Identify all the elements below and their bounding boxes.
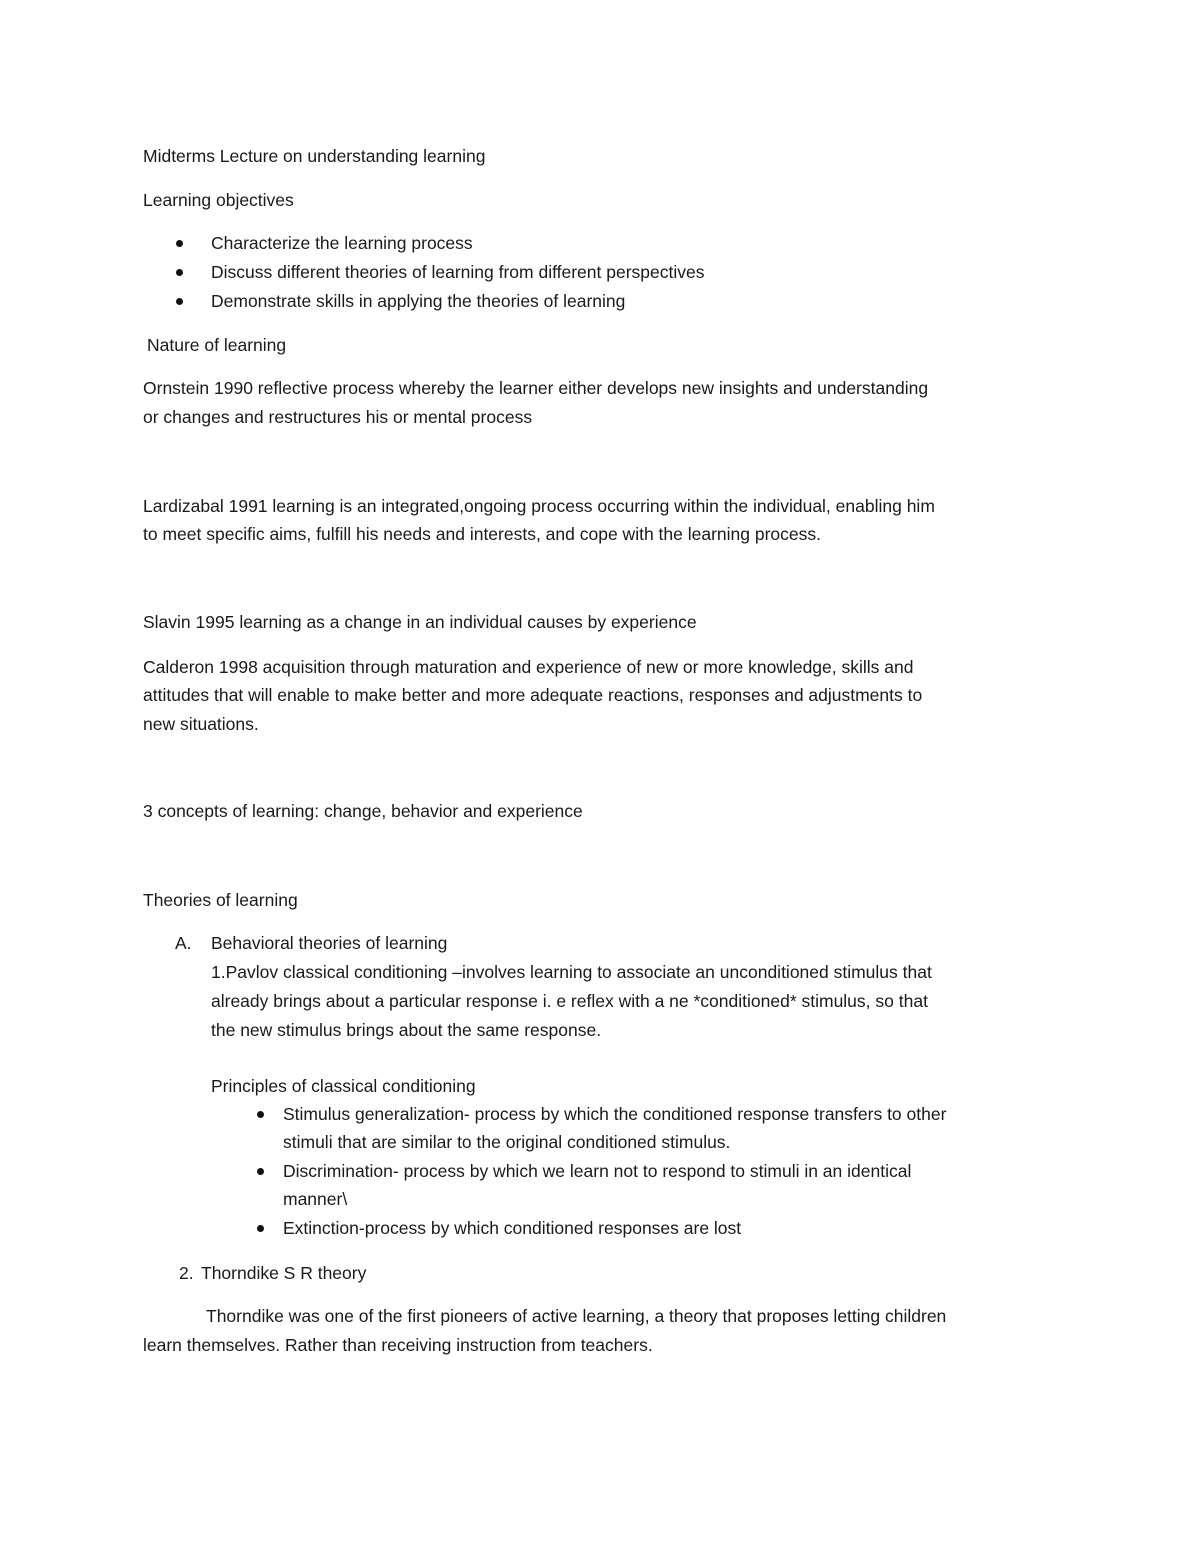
principle-line: manner\ <box>283 1189 348 1209</box>
paragraph-line: already brings about a particular response i. e reflex with a ne *conditioned* stimulus, so that <box>211 991 928 1011</box>
list-marker: 2. <box>179 1263 194 1283</box>
principles-heading: Principles of classical conditioning <box>211 1076 476 1096</box>
bullet-icon <box>257 1111 264 1118</box>
principle-line: stimuli that are similar to the original conditioned stimulus. <box>283 1132 731 1152</box>
paragraph-line: to meet specific aims, fulfill his needs and interests, and cope with the learning process. <box>143 524 821 544</box>
section-heading: Behavioral theories of learning <box>211 933 448 953</box>
paragraph-line: attitudes that will enable to make better and more adequate reactions, responses and adjustments to <box>143 685 923 705</box>
list-marker: A. <box>175 933 192 953</box>
paragraph-line: the new stimulus brings about the same response. <box>211 1020 602 1040</box>
principle-line: Discrimination- process by which we learn not to respond to stimuli in an identical <box>283 1161 912 1181</box>
paragraph-line: learn themselves. Rather than receiving instruction from teachers. <box>143 1335 653 1355</box>
concepts-line: 3 concepts of learning: change, behavior and experience <box>143 801 583 821</box>
thorndike-heading: Thorndike S R theory <box>201 1263 367 1283</box>
principle-line: Stimulus generalization- process by which the conditioned response transfers to other <box>283 1104 947 1124</box>
bullet-icon <box>257 1225 264 1232</box>
objective-item: Characterize the learning process <box>211 233 473 253</box>
nature-heading: Nature of learning <box>147 335 287 355</box>
paragraph-line: Lardizabal 1991 learning is an integrated,ongoing process occurring within the individual, enabling him <box>143 496 935 516</box>
theories-heading: Theories of learning <box>143 890 298 910</box>
slavin-paragraph: Slavin 1995 learning as a change in an individual causes by experience <box>143 612 697 632</box>
page-title: Midterms Lecture on understanding learning <box>143 146 486 166</box>
bullet-icon <box>176 298 183 305</box>
paragraph-line: new situations. <box>143 714 259 734</box>
objectives-heading: Learning objectives <box>143 190 294 210</box>
principle-line: Extinction-process by which conditioned responses are lost <box>283 1218 742 1238</box>
bullet-icon <box>257 1168 264 1175</box>
objective-item: Discuss different theories of learning from different perspectives <box>211 262 705 282</box>
paragraph-line: or changes and restructures his or mental process <box>143 407 533 427</box>
paragraph-line: 1.Pavlov classical conditioning –involves learning to associate an unconditioned stimulus that <box>211 962 932 982</box>
paragraph-line: Thorndike was one of the first pioneers of active learning, a theory that proposes letting children <box>206 1306 947 1326</box>
paragraph-line: Calderon 1998 acquisition through maturation and experience of new or more knowledge, skills and <box>143 657 914 677</box>
bullet-icon <box>176 240 183 247</box>
objective-item: Demonstrate skills in applying the theories of learning <box>211 291 626 311</box>
paragraph-line: Ornstein 1990 reflective process whereby the learner either develops new insights and understanding <box>143 378 929 398</box>
bullet-icon <box>176 269 183 276</box>
